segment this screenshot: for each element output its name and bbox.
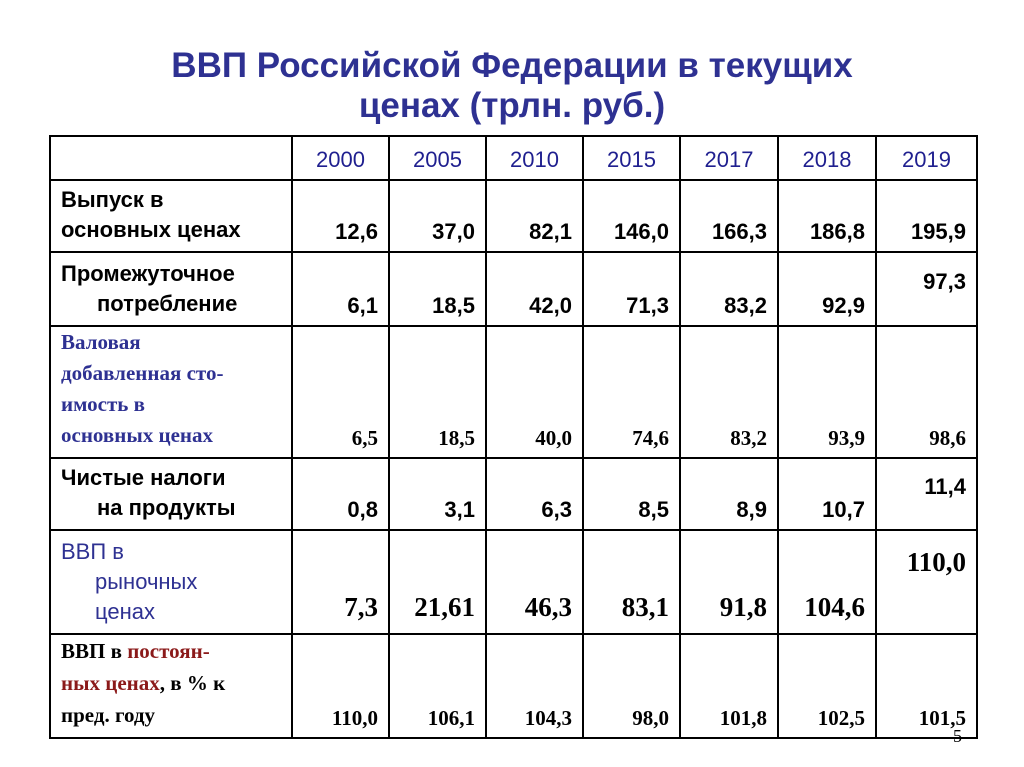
table-cell: 166,3 [680,180,778,252]
row-label: ВВП в рыночных ценах [50,530,292,634]
table-cell: 91,8 [680,530,778,634]
table-cell: 8,9 [680,458,778,530]
page-title [0,46,1024,126]
table-cell: 106,1 [389,634,486,738]
table-cell: 11,4 [876,458,977,530]
table-row [50,326,977,458]
table-cell: 82,1 [486,180,583,252]
year-header: 2015 [583,136,680,180]
table-cell: 21,61 [389,530,486,634]
table-cell: 186,8 [778,180,876,252]
table-row [50,634,977,738]
table-cell: 71,3 [583,252,680,326]
table-cell: 83,2 [680,326,778,458]
slide-number: 5 [953,726,962,746]
row-label: Промежуточное потребление [50,252,292,326]
table-cell: 93,9 [778,326,876,458]
table-cell: 101,5 [876,634,977,738]
table-cell: 146,0 [583,180,680,252]
table-cell: 7,3 [292,530,389,634]
table-cell: 110,0 [292,634,389,738]
table-cell: 6,5 [292,326,389,458]
table-cell: 104,3 [486,634,583,738]
year-header: 2017 [680,136,778,180]
table-cell: 98,6 [876,326,977,458]
header-row [50,136,977,180]
table-cell: 92,9 [778,252,876,326]
table-cell: 195,9 [876,180,977,252]
table-row [50,252,977,326]
title-line-1: ВВП Российской Федерации в текущих [171,46,853,85]
gdp-table [49,135,978,739]
row-label: Чистые налоги на продукты [50,458,292,530]
corner-cell [50,136,292,180]
table-cell: 6,3 [486,458,583,530]
year-header: 2018 [778,136,876,180]
title-line-2: ценах (трлн. руб.) [358,86,666,125]
table-cell: 74,6 [583,326,680,458]
table-row [50,530,977,634]
table-cell: 10,7 [778,458,876,530]
table-cell: 3,1 [389,458,486,530]
table-cell: 18,5 [389,326,486,458]
table-cell: 40,0 [486,326,583,458]
row-label: Выпуск в основных ценах [50,180,292,252]
table-cell: 12,6 [292,180,389,252]
year-header: 2000 [292,136,389,180]
table-cell: 110,0 [876,530,977,634]
table-cell: 18,5 [389,252,486,326]
table-cell: 102,5 [778,634,876,738]
table-cell: 83,2 [680,252,778,326]
table-cell: 46,3 [486,530,583,634]
table-cell: 104,6 [778,530,876,634]
table-cell: 98,0 [583,634,680,738]
table-cell: 101,8 [680,634,778,738]
table-row [50,458,977,530]
table-cell: 0,8 [292,458,389,530]
table-cell: 97,3 [876,252,977,326]
table-cell: 42,0 [486,252,583,326]
row-label: ВВП в постоян- ных ценах, в % к пред. году [50,634,292,738]
year-header: 2019 [876,136,977,180]
table-cell: 83,1 [583,530,680,634]
table-cell: 37,0 [389,180,486,252]
row-label: Валовая добавленная сто- имость в основных ценах [50,326,292,458]
table-cell: 8,5 [583,458,680,530]
table-cell: 6,1 [292,252,389,326]
year-header: 2010 [486,136,583,180]
year-header: 2005 [389,136,486,180]
table-row [50,180,977,252]
